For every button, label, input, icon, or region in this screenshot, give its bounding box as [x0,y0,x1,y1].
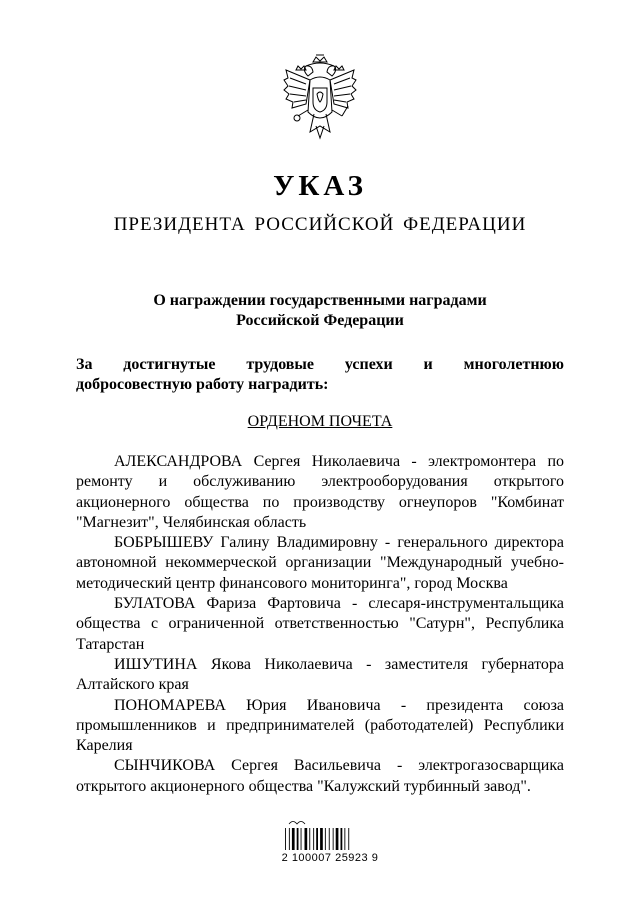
awardee-entry: СЫНЧИКОВА Сергея Васильевича - электрогазосварщика открытого акционерного общества "Калужский турбинный завод". [76,757,564,795]
coat-of-arms-emblem [280,52,360,152]
intro-line: добросовестную работу наградить: [76,376,329,393]
decree-heading-line: О награждении государственными наградами [153,292,487,309]
intro-line [76,355,564,375]
awardee-entry: АЛЕКСАНДРОВА Сергея Николаевича - электромонтера по ремонту и обслуживанию электрооборудования открытого акционерного общества по производству огнеупоров "Комбинат "Магнезит", Челябинская область [76,453,564,531]
intro-word: трудовые [246,356,315,373]
barcode [283,818,363,878]
document-subtitle: ПРЕЗИДЕНТА РОССИЙСКОЙ ФЕДЕРАЦИИ [113,214,527,235]
intro-word: и [423,356,433,373]
intro-word: достигнутые [123,356,216,373]
decree-heading-line: Российской Федерации [236,312,404,329]
intro-word: успехи [344,356,393,373]
awardee-entry: ПОНОМАРЕВА Юрия Ивановича - президента союза промышленников и предпринимателей (работодателей) Республики Карелия [76,696,564,755]
awardee-entry: БОБРЫШЕВУ Галину Владимировну - генерального директора автономной некоммерческой организации "Международный учебно-методический центр финансового мониторинга", город Москва [76,534,564,592]
awardee-entry: ИШУТИНА Якова Николаевича - заместителя губернатора Алтайского края [76,655,564,694]
document-title: УКАЗ [273,170,367,202]
intro-word: За [76,356,93,373]
barcode-number: 2 100007 25923 9 [281,852,379,864]
intro-word: многолетнюю [463,356,564,373]
awardee-entry: БУЛАТОВА Фариза Фартовича - слесаря-инструментальщика общества с ограниченной ответственностью "Сатурн", Республика Татарстан [76,595,564,653]
decree-intro [76,355,564,395]
decree-heading [0,291,640,331]
awardee-list [76,452,564,797]
order-name: ОРДЕНОМ ПОЧЕТА [247,413,393,430]
